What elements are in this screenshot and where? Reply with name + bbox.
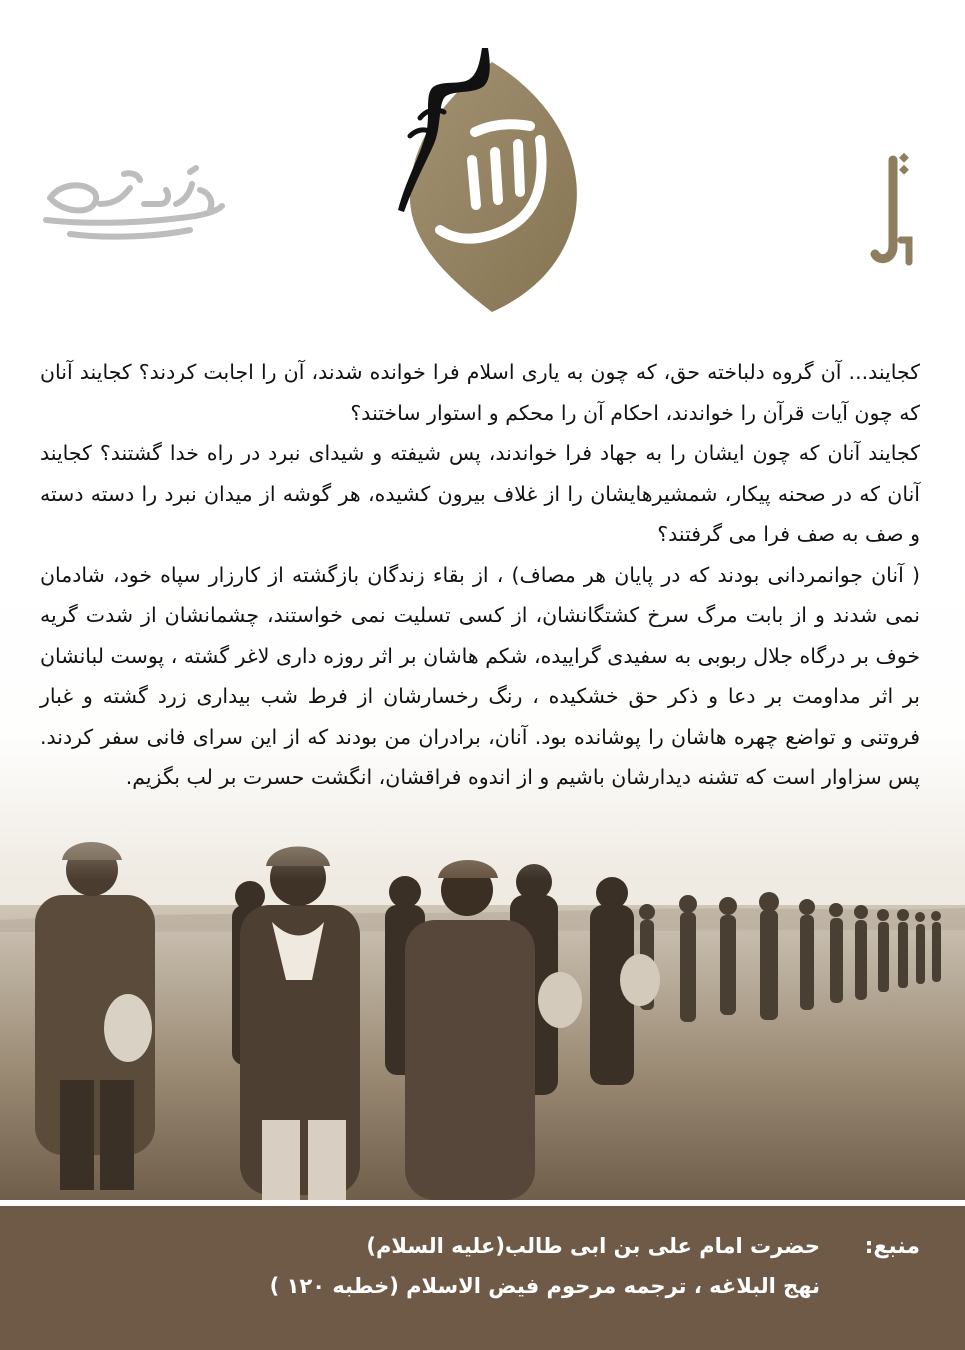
source-footer xyxy=(0,1202,965,1350)
source-author: حضرت امام علی بن ابی طالب(علیه السلام) xyxy=(366,1234,820,1258)
shahadat-logo xyxy=(40,160,230,245)
paragraph-3: ( آنان جوانمردانی بودند که در پایان هر مصاف) ، از بقاء زندگان بازگشته از کارزار سپاه خود، شادمان نمی شدند و از بابت مرگ سرخ کشتگانشان، از کسی تسلیت نمی خواستند، چشمانشان از شدت گریه خوف بر درگاه جلال ربوبی به سفیدی گراییده، شکم هاشان بر اثر روزه داری لاغر گشته ، پوست لبانشان بر اثر مداومت بر دعا و ذکر حق خشکیده ، رنگ رخسارشان از فرط شب بیداری زرد گشته و غبار فروتنی و تواضع چهره هاشان را پوشانده بود. آنان، برادران من بودند که از این سرای فانی سفر کردند. پس سزاوار است که تشنه دیدارشان باشیم و از اندوه فراقشان، انگشت حسرت بر لب بگزیم. xyxy=(40,562,920,789)
source-book: نهج البلاغه ، ترجمه مرحوم فیض الاسلام (خطبه ۱۲۰ ) xyxy=(269,1274,820,1298)
source-label: منبع: xyxy=(864,1234,920,1259)
paragraph-1: کجایند... آن گروه دلباخته حق، که چون به یاری اسلام فرا خوانده شدند، آن را اجابت کردند؟ کجایند آنان که چون آیات قرآن را خواندند، احکام آن را محکم و استوار ساختند؟ xyxy=(40,360,920,425)
calligraphy-tag xyxy=(865,150,915,270)
paragraph-2: کجایند آنان که چون ایشان را به جهاد فرا خواندند، پس شیفته و شیدای نبرد در راه خدا گشتند؟ کجایند آنان که در صحنه پیکار، شمشیرهایشان را از غلاف بیرون کشیده، هر گوشه از میدان نبرد را دسته دسته و صف به صف فرا می گرفتند؟ xyxy=(40,441,920,546)
body-text xyxy=(40,352,920,798)
bismillah-emblem xyxy=(380,40,590,320)
